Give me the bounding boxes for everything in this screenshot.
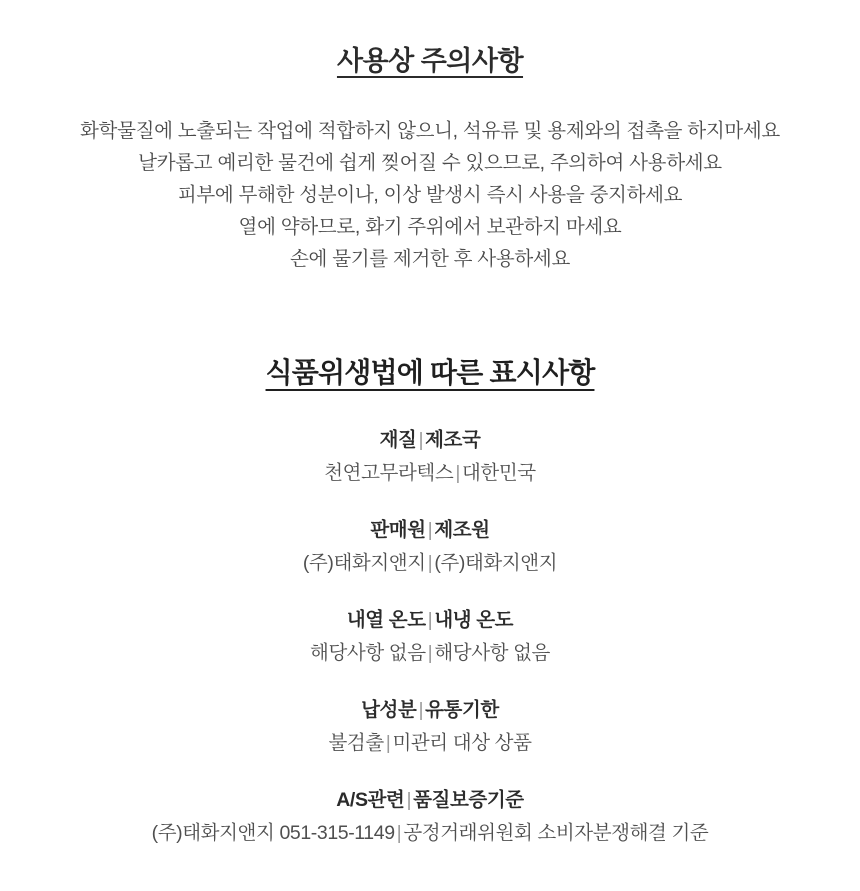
spec-row-value [0,637,860,669]
spec-separator: | [385,732,391,755]
spec-value-right: 공정거래위원회 소비자분쟁해결 기준 [403,822,709,845]
spec-row [0,695,860,759]
spec-row-value [0,727,860,759]
spec-value-left: (주)태화지앤지 051-315-1149 [151,822,395,845]
spec-row-header [0,515,860,545]
spec-row [0,605,860,669]
spec-separator: | [406,789,412,812]
spec-value-right: (주)태화지앤지 [434,552,558,575]
spec-head-right: 유통기한 [425,699,499,722]
caution-line: 화학물질에 노출되는 작업에 적합하지 않으니, 석유류 및 용제와의 접촉을 하지마세요 [80,120,780,143]
spec-head-left: 재질 [379,429,417,452]
spec-table [0,425,860,849]
spec-row [0,515,860,579]
caution-title: 사용상 주의사항 [336,46,524,76]
spec-row-header [0,785,860,815]
spec-separator: | [427,519,433,542]
spec-head-left: A/S관련 [336,789,405,812]
food-sanitation-label-section [0,351,860,849]
spec-head-right: 내냉 온도 [434,609,514,632]
spec-head-left: 내열 온도 [346,609,426,632]
spec-separator: | [427,609,433,632]
spec-head-left: 판매원 [370,519,426,542]
spec-value-left: 천연고무라텍스 [324,462,454,485]
spec-separator: | [427,642,433,665]
spec-separator: | [418,429,424,452]
spec-separator: | [396,822,402,845]
spec-separator: | [427,552,433,575]
spec-row-header [0,695,860,725]
spec-value-right: 미관리 대상 상품 [392,732,532,755]
spec-separator: | [455,462,460,485]
spec-value-left: 불검출 [328,732,384,755]
label-section-title: 식품위생법에 따른 표시사항 [265,357,595,389]
spec-head-right: 제조국 [425,429,481,452]
spec-row-value [0,547,860,579]
caution-line: 피부에 무해한 성분이나, 이상 발생시 즉시 사용을 중지하세요 [177,184,683,207]
spec-row [0,425,860,489]
spec-value-left: 해당사항 없음 [310,642,426,665]
caution-section [0,0,860,275]
spec-row-value [0,817,860,849]
caution-line: 열에 약하므로, 화기 주위에서 보관하지 마세요 [238,216,622,239]
spec-separator: | [418,699,424,722]
spec-row-header [0,425,860,455]
caution-line: 손에 물기를 제거한 후 사용하세요 [290,248,570,271]
spec-value-right: 해당사항 없음 [434,642,550,665]
caution-list [0,115,860,275]
spec-value-left: (주)태화지앤지 [302,552,426,575]
spec-value-right: 대한민국 [461,462,536,485]
spec-row [0,785,860,849]
spec-head-left: 납성분 [361,699,417,722]
caution-line: 날카롭고 예리한 물건에 쉽게 찢어질 수 있으므로, 주의하여 사용하세요 [138,152,722,175]
spec-head-right: 품질보증기준 [413,789,524,812]
spec-row-value [0,457,860,489]
spec-row-header [0,605,860,635]
spec-head-right: 제조원 [434,519,490,542]
